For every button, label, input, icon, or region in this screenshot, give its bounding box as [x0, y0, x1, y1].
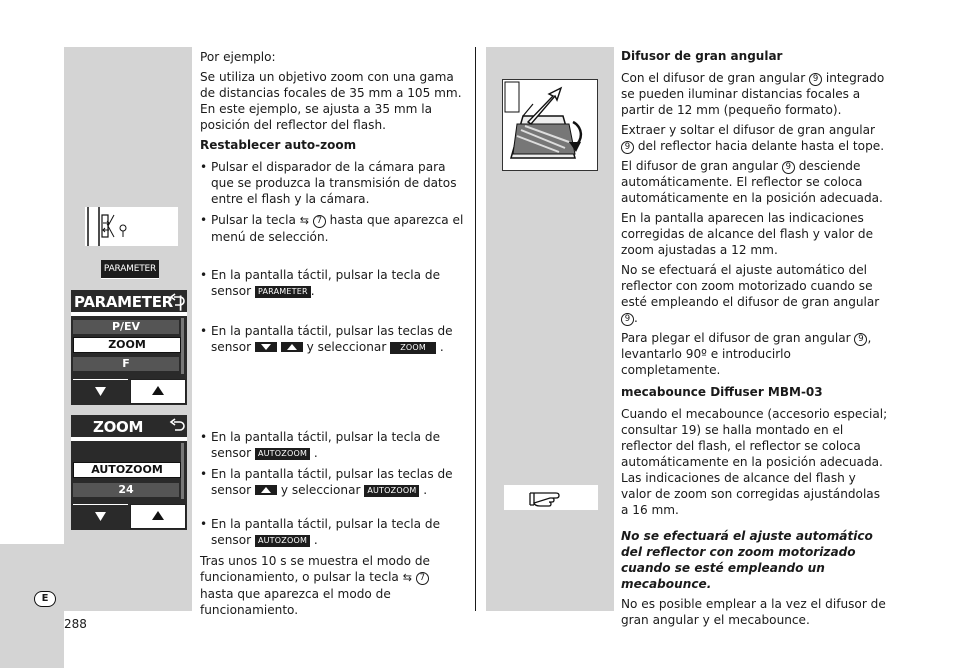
- diffuser-paragraph: En la pantalla aparecen las indicaciones corregidas de alcance del flash y valor de zoom ajustadas a 12 mm.: [621, 211, 874, 257]
- note-paragraph: No se efectuará el ajuste automático del reflector con zoom motorizado cuando se esté empleando un mecabounce.: [621, 529, 873, 591]
- parameter-chip-label: PARAMETER: [103, 264, 157, 274]
- diffuser-paragraph: [621, 122, 889, 154]
- bullet-item: [200, 212, 466, 245]
- paragraph-text: El difusor de gran angular: [621, 159, 779, 173]
- language-badge-text: E: [41, 593, 49, 604]
- arrow-down-icon: [73, 380, 128, 405]
- diffuser-number-badge: 9: [854, 333, 867, 346]
- intro-text: Por ejemplo:: [200, 50, 276, 64]
- arrow-down-icon: [73, 505, 128, 530]
- menu-row-24[interactable]: 24: [73, 483, 179, 497]
- arrow-up-key-icon: [255, 485, 277, 495]
- paragraph-text: Para plegar el difusor de gran angular: [621, 331, 851, 345]
- right-text-column: [621, 48, 889, 632]
- zoom-screen-title: ZOOM: [93, 418, 144, 436]
- diffuser-number-badge: 9: [809, 73, 822, 86]
- diffuser-number-badge: 9: [621, 141, 634, 154]
- final-paragraph: [200, 553, 466, 618]
- paragraph-text: .: [634, 311, 638, 325]
- final-note-paragraph: No es posible emplear a la vez el difusor de gran angular y el mecabounce.: [621, 597, 886, 627]
- bullet-text: En la pantalla táctil, pulsar la tecla de sensor: [211, 517, 441, 547]
- diffuser-heading: Difusor de gran angular: [621, 49, 783, 63]
- left-margin-band: [0, 544, 64, 668]
- bullet-item: [200, 323, 466, 355]
- paragraph-text: No se efectuará el ajuste automático del reflector con zoom motorizado cuando se esté empleando el difusor de gran angular: [621, 263, 880, 309]
- menu-row-pev[interactable]: P/EV: [73, 320, 179, 334]
- bullet-text: En la pantalla táctil, pulsar la tecla de sensor: [211, 430, 441, 460]
- autozoom-chip: AUTOZOOM: [255, 535, 310, 547]
- bullet-text: hasta que aparezca el menú de selección.: [211, 213, 464, 244]
- bullet-text: Pulsar la tecla: [211, 213, 296, 227]
- parameter-screen-title-text: PARAMETER: [74, 293, 173, 311]
- bullet-item: [200, 516, 466, 548]
- final-text: Tras unos 10 s se muestra el modo de funcionamiento, o pulsar la tecla: [200, 554, 430, 584]
- bullet-text: y seleccionar: [306, 340, 387, 354]
- left-text-column: [200, 49, 466, 622]
- mecabounce-paragraph: Cuando el mecabounce (accesorio especial; consultar 19) se halla montado en el reflector del flash, el reflector se coloca automáticamente en la posición adecuada. Las indicaciones de alcance del flash y valor de zoom son corregidas ajustándolas a 16 mm.: [621, 407, 888, 517]
- menu-row-autozoom[interactable]: AUTOZOOM: [73, 462, 181, 478]
- parameter-chip: PARAMETER: [255, 286, 311, 298]
- zoom-chip: ZOOM: [390, 342, 436, 354]
- arrow-up-icon: [131, 505, 185, 528]
- switch-key-icon: ⇆: [402, 571, 412, 584]
- diffuser-number-badge: 9: [621, 313, 634, 326]
- intro-paragraph: Se utiliza un objetivo zoom con una gama de distancias focales de 35 mm a 105 mm. En este ejemplo, se ajusta a 35 mm la posición del reflector del flash.: [200, 70, 462, 132]
- section-heading: Restablecer auto-zoom: [200, 138, 357, 152]
- bullet-text: En la pantalla táctil, pulsar las teclas de sensor: [211, 467, 453, 497]
- back-arrow-icon[interactable]: [169, 418, 185, 438]
- column-divider: [475, 47, 476, 611]
- mecabounce-heading: mecabounce Diffuser MBM-03: [621, 385, 823, 399]
- final-text: hasta que aparezca el modo de funcionamiento.: [200, 587, 391, 617]
- scrollbar[interactable]: [181, 318, 184, 374]
- paragraph-text: , levantarlo 90º e introducirlo completamente.: [621, 331, 872, 377]
- bullet-text: .: [313, 446, 318, 460]
- bullet-item: [200, 159, 466, 207]
- arrow-up-button[interactable]: [130, 504, 186, 529]
- arrow-up-key-icon: [281, 342, 303, 352]
- bullet-text: .: [423, 483, 428, 497]
- autozoom-chip: AUTOZOOM: [255, 448, 310, 460]
- key-number-badge: 7: [416, 572, 429, 585]
- key-number-badge: 7: [313, 215, 326, 228]
- camera-switch-figure: [85, 207, 178, 246]
- scrollbar[interactable]: [181, 443, 184, 499]
- autozoom-chip: AUTOZOOM: [364, 485, 419, 497]
- switch-key-icon: ⇆: [299, 214, 309, 227]
- diffuser-paragraph: [621, 70, 889, 118]
- parameter-screen: [71, 290, 187, 405]
- zoom-screen: [71, 415, 187, 530]
- paragraph-text: del reflector hacia delante hasta el tope.: [637, 139, 885, 153]
- diffuser-paragraph: [621, 158, 889, 206]
- bullet-text: .: [310, 284, 315, 298]
- wide-angle-diffuser-illustration: [502, 79, 598, 171]
- bullet-item: [200, 466, 466, 498]
- page-number: 288: [64, 617, 87, 631]
- diffuser-paragraph: [621, 330, 889, 378]
- bullet-text: En la pantalla táctil, pulsar la tecla de sensor: [211, 268, 441, 298]
- bullet-item: [200, 267, 466, 299]
- bullet-text: En la pantalla táctil, pulsar las teclas de sensor: [211, 324, 453, 354]
- arrow-down-button[interactable]: [73, 379, 128, 405]
- arrow-up-icon: [131, 380, 185, 403]
- paragraph-text: Extraer y soltar el difusor de gran angular: [621, 123, 876, 137]
- diffuser-number-badge: 9: [782, 161, 795, 174]
- paragraph-text: Con el difusor de gran angular: [621, 71, 806, 85]
- arrow-up-button[interactable]: [130, 379, 186, 404]
- bullet-text: .: [439, 340, 444, 354]
- bullet-text: Pulsar el disparador de la cámara para que se produzca la transmisión de datos entre el flash y la cámara.: [211, 160, 457, 206]
- bullet-item: [200, 429, 466, 461]
- parameter-screen-title: PARAMETER |: [74, 293, 183, 311]
- bullet-text: .: [313, 533, 318, 547]
- bullet-text: y seleccionar: [280, 483, 361, 497]
- menu-row-zoom[interactable]: ZOOM: [73, 337, 181, 353]
- paragraph-text: desciende automáticamente. El reflector se coloca automáticamente en la posición adecuada.: [621, 159, 883, 205]
- arrow-down-button[interactable]: [73, 504, 128, 530]
- arrow-down-key-icon: [255, 342, 277, 352]
- language-badge: [34, 591, 56, 607]
- menu-row-f[interactable]: F: [73, 357, 179, 371]
- paragraph-text: integrado se pueden iluminar distancias focales a partir de 12 mm (pequeño formato).: [621, 71, 885, 117]
- back-arrow-icon[interactable]: [169, 293, 185, 313]
- parameter-chip-figure: [101, 260, 159, 279]
- pointing-hand-icon: [504, 485, 598, 510]
- diffuser-paragraph: [621, 262, 889, 326]
